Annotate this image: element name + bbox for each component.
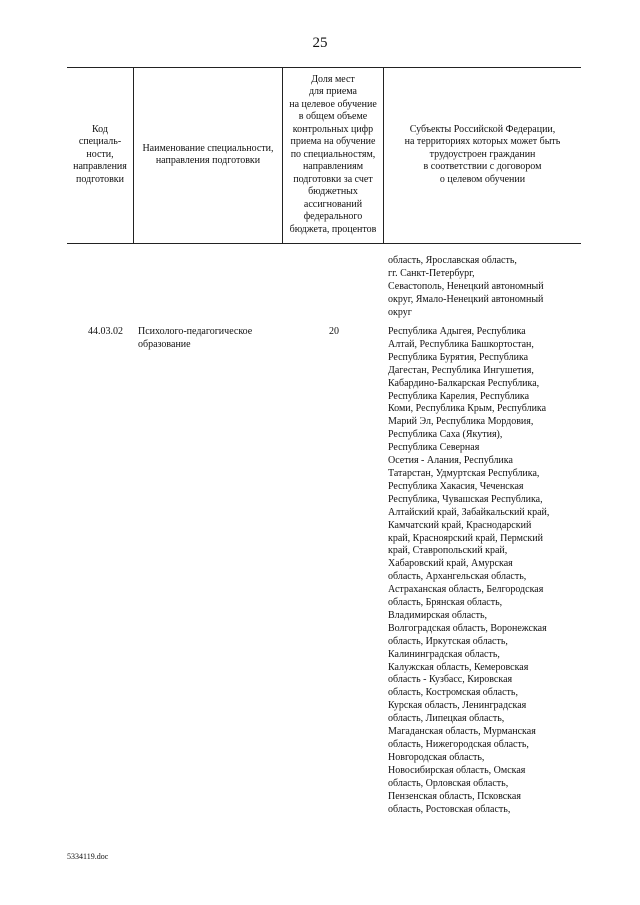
page-number: 25 — [312, 35, 328, 51]
row-subjects: Республика Адыгея, Республика Алтай, Республика Башкортостан, Республика Бурятия, Республика Дагестан, Республика Ингушетия, Кабардино-Балкарская Республика, Республика Карелия, Республика Коми, Республика Крым, Республика Марий Эл, Республика Мордовия, Республика Саха (Якутия), Республика Северная Осетия - Алания, Республика Татарстан, Удмуртская Республика, Республика Хакасия, Чеченская Республика, Чувашская Республика, Алтайский край, Забайкальский край, Камчатский край, Краснодарский край, Красноярский край, Пермский край, Ставропольский край, Хабаровский край, Амурская область, Архангельская область, Астраханская область, Белгородская область, Брянская область, Владимирская область, Волгоградская область, Воронежская область, Иркутская область, Калининградская область, Калужская область, Кемеровская область - Кузбасс, Кировская область, Костромская область, Курская область, Ленинградская область, Липецкая область, Магаданская область, Мурманская область, Нижегородская область, Новгородская область, Новосибирская область, Омская область, Орловская область, Пензенская область, Псковская область, Ростовская область, — [388, 326, 550, 815]
header-share — [283, 67, 383, 243]
row-code: 44.03.02 — [88, 326, 123, 337]
header-subjects — [384, 67, 581, 243]
header-name — [134, 67, 282, 243]
header-subjects-label: Субъекты Российской Федерации, на территориях которых может быть трудоустроен гражданин в соответствии с договором о целевом обучении — [404, 123, 561, 185]
header-name-label: Наименование специальности, направления подготовки — [142, 142, 274, 166]
row-name: Психолого-педагогическое образование — [138, 326, 253, 350]
header-code — [67, 67, 133, 243]
continuation-subjects: область, Ярославская область, гг. Санкт-Петербург, Севастополь, Ненецкий автономный округ, Ямало-Ненецкий автономный округ — [388, 255, 544, 318]
header-code-label: Код специаль- ности, направления подготовки — [73, 123, 127, 185]
header-share-label: Доля мест для приема на целевое обучение в общем объеме контрольных цифр приема на обучение по специальностям, направлениям подготовки за счет бюджетных ассигнований федерального бюджета, процентов — [289, 73, 377, 235]
footer-filename: 5334119.doc — [67, 852, 109, 861]
row-share: 20 — [329, 326, 339, 337]
table-header-bottom-rule — [67, 243, 581, 244]
